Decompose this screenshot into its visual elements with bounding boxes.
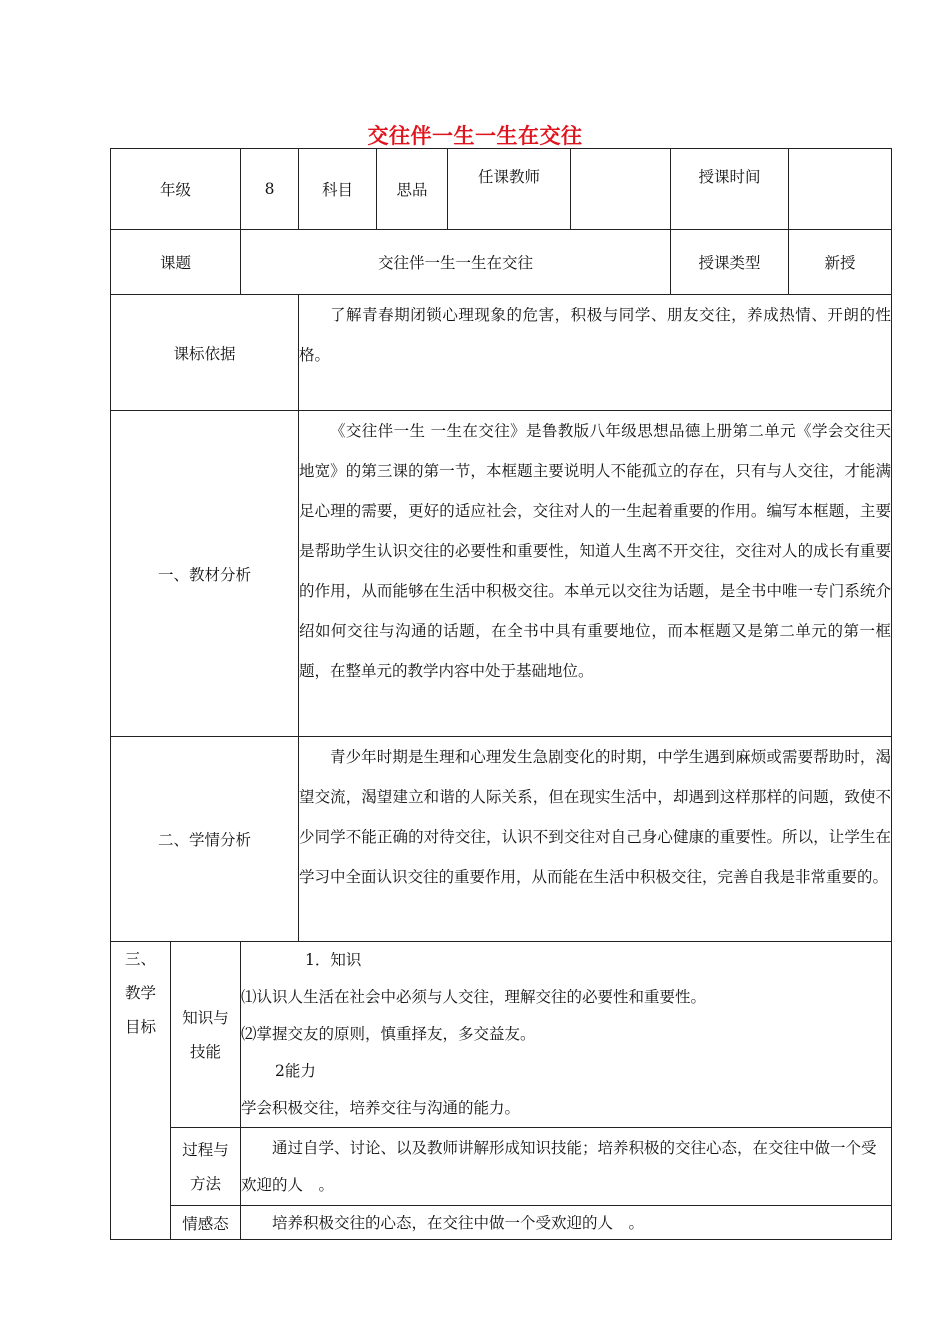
teacher-value: [571, 149, 671, 230]
goals-label-line3: 目标: [124, 1018, 156, 1036]
textbook-analysis-text: 《交往伴一生 一生在交往》是鲁教版八年级思想品德上册第二单元《学会交往天地宽》的第三课的第一节，本框题主要说明人不能孤立的存在，只有与人交往，才能满足心理的需要，更好的适应社会，交往对人的一生起着重要的作用。编写本框题，主要是帮助学生认识交往的必要性和重要性，知道人生离不开交往，交往对人的成长有重要的作用，从而能够在生活中积极交往。本单元以交往为话题，是全书中唯一专门系统介绍如何交往与沟通的话题，在全书中具有重要地位，而本框题又是第二单元的第一框题，在整单元的教学内容中处于基础地位。: [299, 411, 892, 737]
textbook-analysis-row: [111, 411, 892, 737]
student-analysis-row: [111, 737, 892, 942]
goals-label-line2: 教学: [124, 984, 156, 1002]
header-row-1: [111, 149, 892, 230]
topic-label: 课题: [111, 230, 241, 295]
topic-value: 交往伴一生一生在交往: [241, 230, 671, 295]
standard-text: 了解青春期闭锁心理现象的危害，积极与同学、朋友交往，养成热情、开朗的性格。: [299, 295, 892, 411]
knowledge-skills-label: [171, 942, 241, 1128]
knowledge-item-1: ⑴认识人生活在社会中必须与人交往，理解交往的必要性和重要性。: [241, 988, 707, 1006]
standard-row: [111, 295, 892, 411]
knowledge-row: [111, 942, 892, 1128]
emotion-row: [111, 1206, 892, 1240]
process-row: [111, 1128, 892, 1206]
knowledge-skills-text: [241, 942, 892, 1128]
standard-label: 课标依据: [111, 295, 299, 411]
emotion-label: 情感态: [171, 1206, 241, 1240]
subject-value: 思品: [377, 149, 448, 230]
time-value: [789, 149, 892, 230]
process-method-text: [241, 1128, 892, 1206]
subject-label: 科目: [299, 149, 377, 230]
student-analysis-text: 青少年时期是生理和心理发生急剧变化的时期，中学生遇到麻烦或需要帮助时，渴望交流，渴望建立和谐的人际关系，但在现实生活中，却遇到这样那样的问题，致使不少同学不能正确的对待交往，认识不到交往对自己身心健康的重要性。所以，让学生在学习中全面认识交往的重要作用，从而能在生活中积极交往，完善自我是非常重要的。: [299, 737, 892, 942]
ability-heading: 2能力: [275, 1062, 316, 1080]
process-label-line2: 方法: [190, 1174, 222, 1193]
type-value: 新授: [789, 230, 892, 295]
ability-text: 学会积极交往，培养交往与沟通的能力。: [241, 1099, 521, 1117]
textbook-analysis-label: 一、教材分析: [111, 411, 299, 737]
document-title: 交往伴一生一生在交往: [367, 124, 583, 148]
emotion-text: 培养积极交往的心态，在交往中做一个受欢迎的人 。: [272, 1213, 645, 1232]
header-row-2: [111, 230, 892, 295]
teacher-label: 任课教师: [448, 149, 571, 230]
goals-label-line1: 三、: [124, 950, 156, 968]
process-label-line1: 过程与: [182, 1140, 229, 1159]
process-method-label: [171, 1128, 241, 1206]
teaching-goals-label: [111, 942, 171, 1240]
emotion-text-cell: [241, 1206, 892, 1240]
knowledge-item-2: ⑵掌握交友的原则，慎重择友，多交益友。: [241, 1025, 536, 1043]
lesson-plan-table: [110, 148, 892, 1240]
knowledge-label-line2: 技能: [190, 1042, 222, 1061]
student-analysis-label: 二、学情分析: [111, 737, 299, 942]
grade-value: 8: [241, 149, 299, 230]
time-label: 授课时间: [671, 149, 789, 230]
grade-label: 年级: [111, 149, 241, 230]
knowledge-label-line1: 知识与: [182, 1008, 229, 1027]
knowledge-heading: 1．知识: [305, 951, 362, 969]
process-text: 通过自学、讨论、以及教师讲解形成知识技能；培养积极的交往心态，在交往中做一个受欢迎的人 。: [241, 1139, 877, 1194]
type-label: 授课类型: [671, 230, 789, 295]
